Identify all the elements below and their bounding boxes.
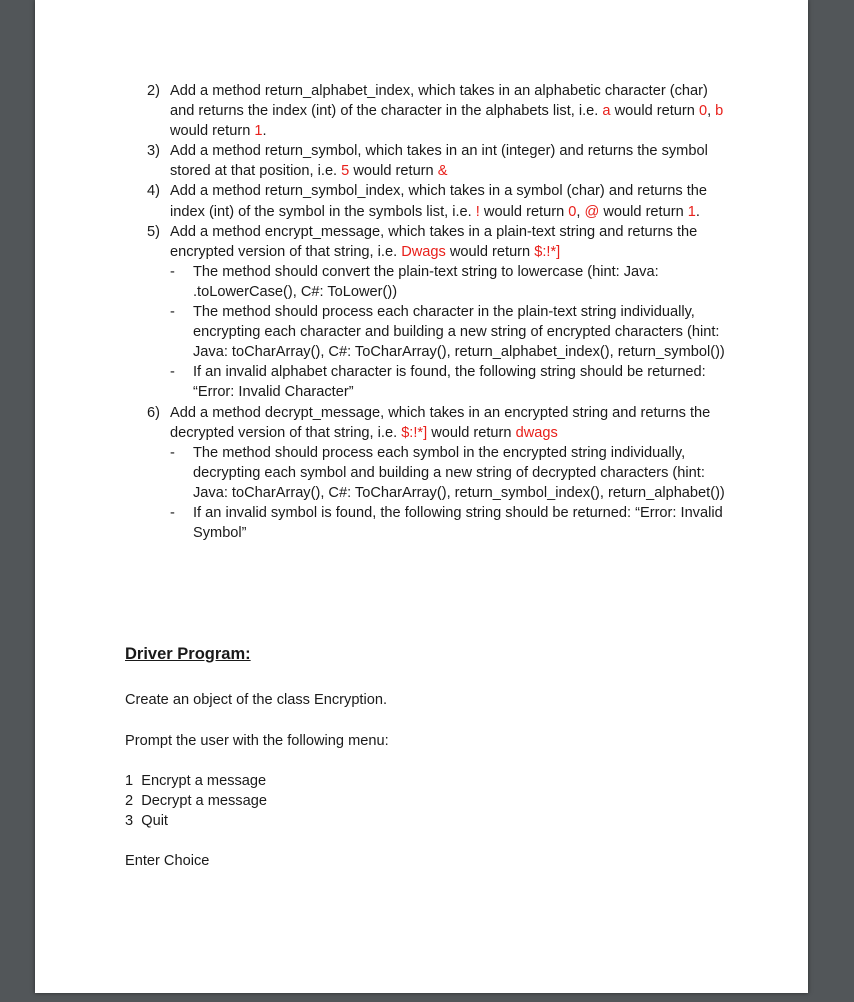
list-item-4 xyxy=(125,181,735,221)
menu-list xyxy=(125,771,267,831)
requirements-list xyxy=(125,81,735,543)
prompt-text: Prompt the user with the following menu: xyxy=(125,733,389,749)
enter-choice-text: Enter Choice xyxy=(125,853,210,869)
dash-bullet: - xyxy=(170,263,175,280)
menu-option-quit: 3 Quit xyxy=(125,813,168,830)
sub-item xyxy=(170,362,735,402)
item-number: 4) xyxy=(147,183,160,200)
dash-bullet: - xyxy=(170,364,175,381)
sub-item xyxy=(170,503,735,543)
item-number: 5) xyxy=(147,223,160,240)
item-text: Add a method return_alphabet_index, which takes in an alphabetic character (char) and returns the index (int) of the character in the alphabets list, i.e. a would return 0, b would return 1. xyxy=(170,83,724,140)
document-page xyxy=(35,0,808,993)
item-number: 2) xyxy=(147,83,160,99)
item-text: Add a method decrypt_message, which takes in an encrypted string and returns the decrypted version of that string, i.e. $:!*] would return dwags xyxy=(170,404,711,441)
driver-program-heading: Driver Program: xyxy=(125,645,251,663)
create-object-text: Create an object of the class Encryption. xyxy=(125,692,388,708)
list-item-5 xyxy=(125,222,735,262)
menu-option-decrypt: 2 Decrypt a message xyxy=(125,793,267,810)
dash-bullet: - xyxy=(170,444,175,461)
item-text: Add a method return_symbol, which takes in an int (integer) and returns the symbol stored at that position, i.e. 5 would return & xyxy=(170,143,708,180)
sub-item-text: If an invalid symbol is found, the following string should be returned: “Error: Invalid Symbol” xyxy=(193,504,723,542)
sub-item-text: The method should process each character in the plain-text string individually, encrypting each character and building a new string of encrypted characters (hint: Java: toCharArray(), C#: ToCharArray(), return_alphabet_index(), return_symbol()) xyxy=(193,304,725,361)
menu-option-encrypt: 1 Encrypt a message xyxy=(125,773,267,789)
item-number: 3) xyxy=(147,143,160,160)
list-item-3 xyxy=(125,141,735,181)
sub-item-text: The method should process each symbol in the encrypted string individually, decrypting each symbol and building a new string of decrypted characters (hint: Java: toCharArray(), C#: ToCharArray(), return_symbol_index(), return_alphabet()) xyxy=(193,444,725,501)
sub-item xyxy=(170,262,735,302)
item-text: Add a method encrypt_message, which takes in a plain-text string and returns the encrypted version of that string, i.e. Dwags would return $:!*] xyxy=(170,223,698,260)
sub-item xyxy=(170,302,735,362)
dash-bullet: - xyxy=(170,304,175,321)
list-item-2 xyxy=(125,81,735,141)
item-text: Add a method return_symbol_index, which takes in a symbol (char) and returns the index (int) of the symbol in the symbols list, i.e. ! would return 0, @ would return 1. xyxy=(170,183,707,220)
dash-bullet: - xyxy=(170,504,175,521)
list-item-6 xyxy=(125,403,735,443)
item-number: 6) xyxy=(147,404,160,421)
sub-item-text: The method should convert the plain-text string to lowercase (hint: Java: .toLowerCase(), C#: ToLower()) xyxy=(193,263,659,300)
sub-item xyxy=(170,443,735,503)
sub-item-text: If an invalid alphabet character is found, the following string should be returned: “Error: Invalid Character” xyxy=(193,364,706,401)
